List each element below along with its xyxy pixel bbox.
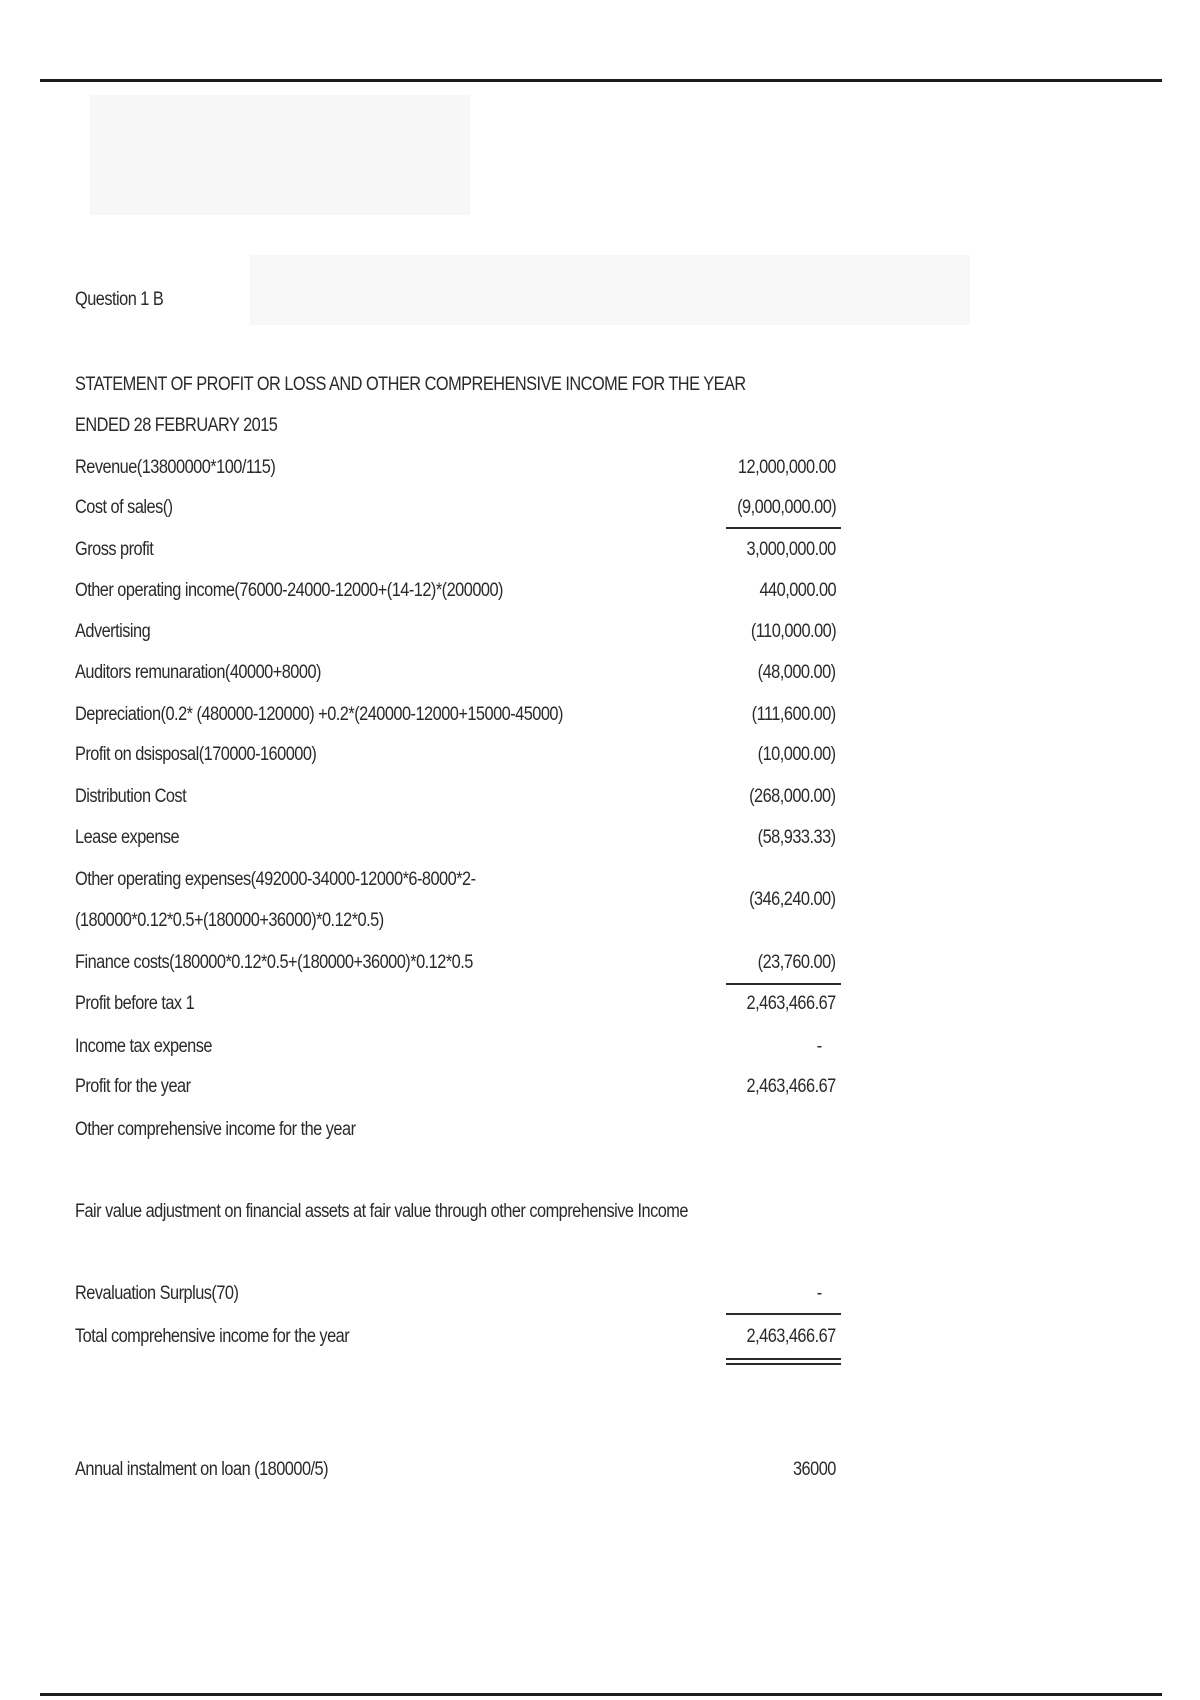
row-value-revenue: 12,000,000.00 — [738, 457, 836, 478]
row-label-other-operating-income: Other operating income(76000-24000-12000+(14-12)*(200000) — [75, 580, 503, 601]
row-label-gross-profit: Gross profit — [75, 539, 154, 560]
row-label-profit-before-tax: Profit before tax 1 — [75, 993, 195, 1014]
row-value-other-operating-expenses: (346,240.00) — [749, 889, 836, 910]
row-label-other-comprehensive-income: Other comprehensive income for the year — [75, 1119, 356, 1140]
row-value-revaluation-surplus: - — [817, 1283, 822, 1304]
bottom-rule — [40, 1693, 1162, 1696]
row-value-gross-profit: 3,000,000.00 — [746, 539, 836, 560]
row-value-other-operating-income: 440,000.00 — [759, 580, 836, 601]
row-value-income-tax-expense: - — [817, 1036, 822, 1057]
scan-artifact — [250, 255, 970, 325]
row-label-revaluation-surplus: Revaluation Surplus(70) — [75, 1283, 239, 1304]
row-label-cost-of-sales: Cost of sales() — [75, 497, 173, 518]
row-label-profit-on-disposal: Profit on dsisposal(170000-160000) — [75, 744, 317, 765]
underline-revaluation-surplus — [726, 1313, 841, 1315]
row-value-profit-on-disposal: (10,000.00) — [758, 744, 836, 765]
row-label-distribution-cost: Distribution Cost — [75, 786, 187, 807]
note-value-annual-instalment: 36000 — [793, 1459, 836, 1480]
row-label-finance-costs: Finance costs(180000*0.12*0.5+(180000+36000)*0.12*0.5 — [75, 952, 473, 973]
row-value-distribution-cost: (268,000.00) — [749, 786, 836, 807]
row-label-revenue: Revenue(13800000*100/115) — [75, 457, 276, 478]
row-value-profit-before-tax: 2,463,466.67 — [746, 993, 836, 1014]
scan-artifact — [90, 95, 470, 215]
row-value-auditors-remuneration: (48,000.00) — [758, 662, 836, 683]
top-rule — [40, 79, 1162, 82]
row-label-total-comprehensive-income: Total comprehensive income for the year — [75, 1326, 350, 1347]
underline-finance-costs — [726, 983, 841, 985]
row-label-auditors-remuneration: Auditors remunaration(40000+8000) — [75, 662, 321, 683]
row-value-lease-expense: (58,933.33) — [758, 827, 836, 848]
row-value-finance-costs: (23,760.00) — [758, 952, 836, 973]
row-label-other-operating-expenses-cont: (180000*0.12*0.5+(180000+36000)*0.12*0.5) — [75, 910, 384, 931]
question-title: Question 1 B — [75, 289, 164, 310]
row-value-total-comprehensive-income: 2,463,466.67 — [746, 1326, 836, 1347]
row-label-advertising: Advertising — [75, 621, 151, 642]
row-value-advertising: (110,000.00) — [750, 621, 836, 642]
double-underline-top — [726, 1358, 841, 1360]
row-label-income-tax-expense: Income tax expense — [75, 1036, 212, 1057]
note-label-annual-instalment: Annual instalment on loan (180000/5) — [75, 1459, 329, 1480]
row-label-depreciation: Depreciation(0.2* (480000-120000) +0.2*(240000-12000+15000-45000) — [75, 704, 563, 725]
row-label-lease-expense: Lease expense — [75, 827, 180, 848]
statement-heading-line1: STATEMENT OF PROFIT OR LOSS AND OTHER COMPREHENSIVE INCOME FOR THE YEAR — [75, 374, 746, 395]
underline-cost-of-sales — [726, 527, 841, 529]
row-label-fair-value-adjustment: Fair value adjustment on financial assets at fair value through other comprehensive Income — [75, 1201, 688, 1222]
statement-heading-line2: ENDED 28 FEBRUARY 2015 — [75, 415, 278, 436]
row-label-other-operating-expenses: Other operating expenses(492000-34000-12000*6-8000*2- — [75, 869, 476, 890]
row-label-profit-for-the-year: Profit for the year — [75, 1076, 191, 1097]
double-underline-bottom — [726, 1363, 841, 1365]
row-value-profit-for-the-year: 2,463,466.67 — [746, 1076, 836, 1097]
row-value-cost-of-sales: (9,000,000.00) — [736, 497, 836, 518]
row-value-depreciation: (111,600.00) — [751, 704, 836, 725]
